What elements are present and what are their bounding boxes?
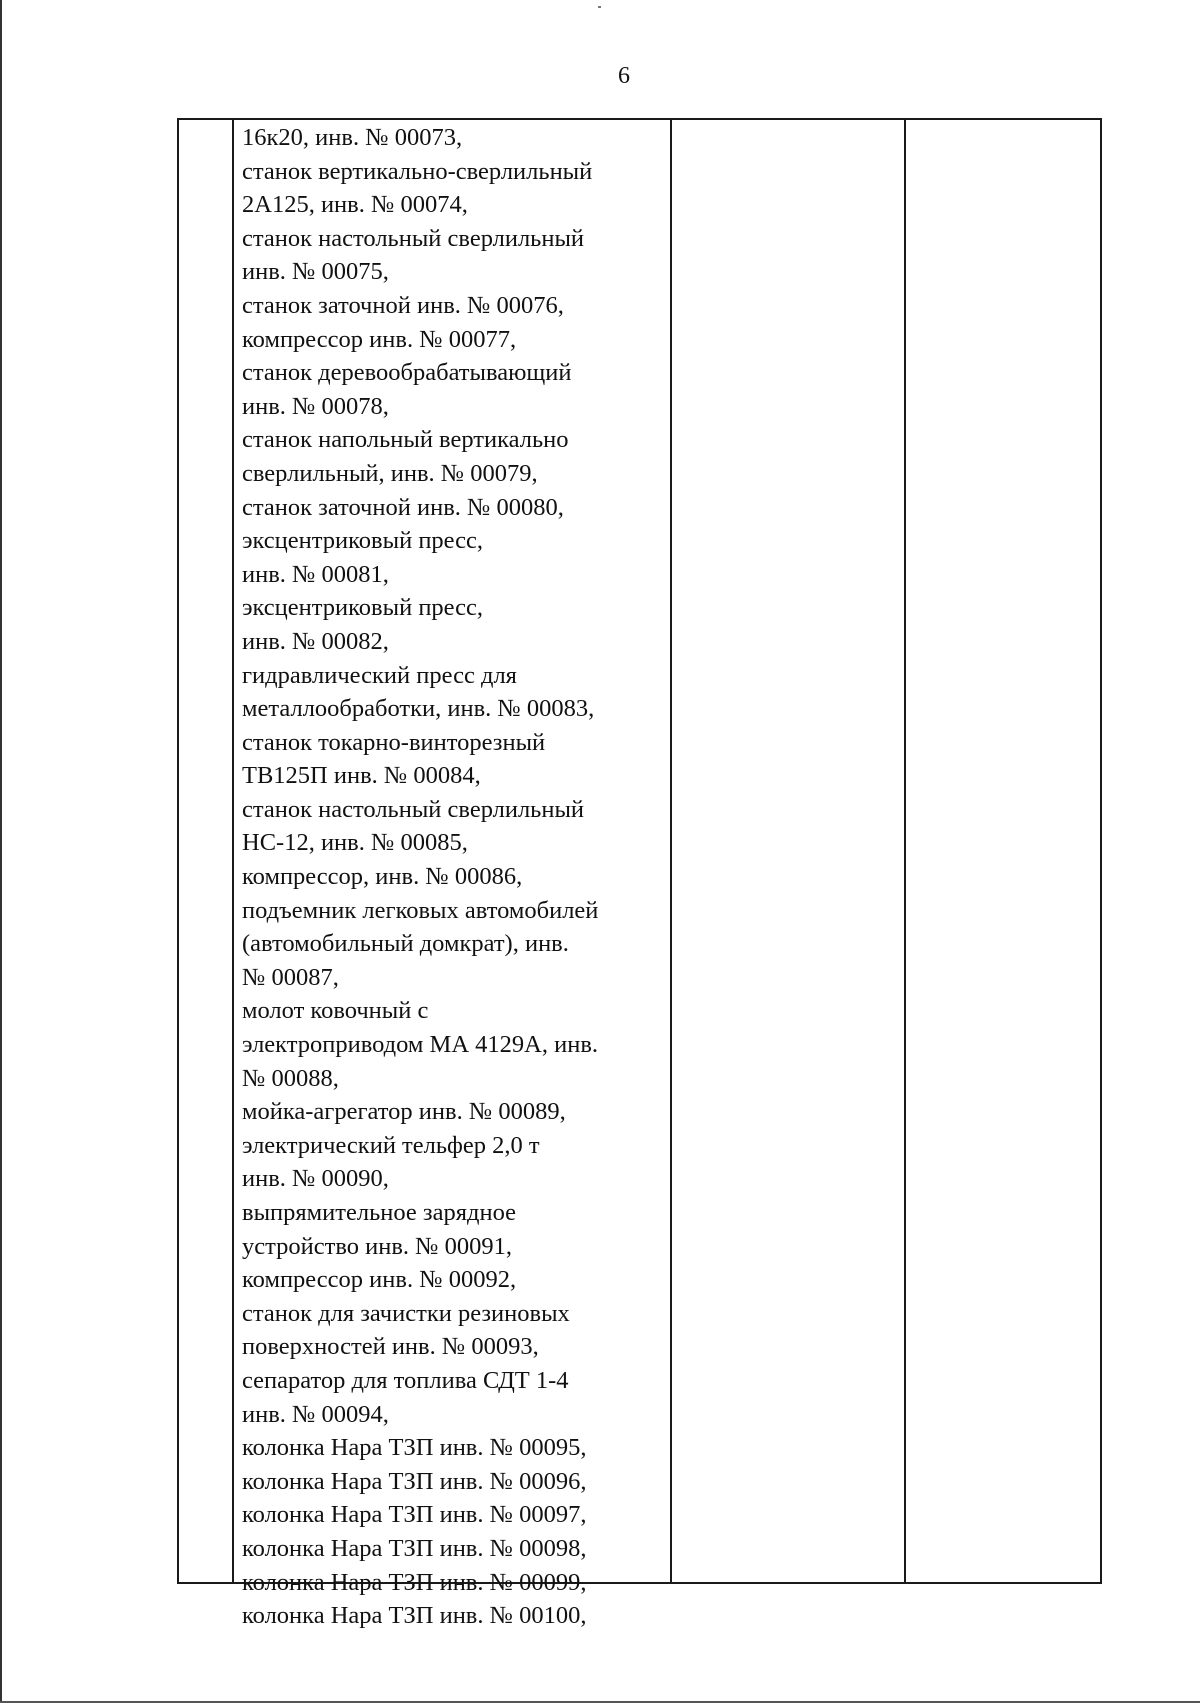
equipment-line: мойка-агрегатор инв. № 00089, [242, 1098, 566, 1126]
scan-left-edge [0, 0, 2, 1703]
equipment-line: молот ковочный с [242, 997, 429, 1025]
equipment-line: станок вертикально-сверлильный [242, 157, 593, 185]
equipment-line: колонка Нара ТЗП инв. № 00098, [242, 1534, 587, 1562]
equipment-line: станок деревообрабатывающий [242, 359, 572, 387]
equipment-line: станок заточной инв. № 00076, [242, 291, 564, 319]
equipment-line: № 00087, [242, 963, 339, 991]
equipment-line: инв. № 00081, [242, 560, 389, 588]
equipment-line: подъемник легковых автомобилей [242, 896, 599, 924]
equipment-line: колонка Нара ТЗП инв. № 00099, [242, 1568, 587, 1596]
equipment-line: выпрямительное зарядное [242, 1199, 516, 1226]
equipment-line: инв. № 00075, [242, 258, 389, 286]
equipment-line: № 00088, [242, 1064, 339, 1092]
equipment-line: инв. № 00090, [242, 1165, 389, 1193]
equipment-line: колонка Нара ТЗП инв. № 00095, [242, 1434, 587, 1462]
equipment-line: устройство инв. № 00091, [242, 1232, 513, 1260]
column-divider-1 [232, 120, 234, 1582]
equipment-line: инв. № 00078, [242, 392, 389, 420]
column-divider-2 [670, 120, 672, 1582]
equipment-line: станок настольный сверлильный [242, 795, 585, 823]
equipment-line: НС-12, инв. № 00085, [242, 829, 468, 857]
equipment-line: колонка Нара ТЗП инв. № 00097, [242, 1501, 587, 1529]
equipment-line: инв. № 00094, [242, 1400, 389, 1428]
inventory-table [177, 118, 1102, 1630]
scan-speck [598, 6, 601, 8]
equipment-line: металлообработки, инв. № 00083, [242, 695, 595, 723]
equipment-line: компрессор инв. № 00077, [242, 325, 517, 353]
column-divider-3 [904, 120, 906, 1582]
equipment-line: станок заточной инв. № 00080, [242, 493, 564, 521]
equipment-line: станок настольный сверлильный [242, 224, 585, 252]
equipment-line: (автомобильный домкрат), инв. [242, 930, 569, 958]
equipment-line: гидравлический пресс для [242, 661, 517, 689]
equipment-line: электроприводом МА 4129А, инв. [242, 1031, 599, 1059]
equipment-line: станок для зачистки резиновых [242, 1299, 570, 1327]
equipment-line: 16к20, инв. № 00073, [242, 124, 463, 151]
page-number: 6 [618, 63, 630, 89]
equipment-line: колонка Нара ТЗП инв. № 00100, [242, 1602, 587, 1630]
equipment-line: эксцентриковый пресс, [242, 527, 484, 555]
equipment-line: эксцентриковый пресс, [242, 594, 484, 622]
equipment-line: электрический тельфер 2,0 т [242, 1131, 540, 1159]
equipment-line: станок напольный вертикально [242, 426, 569, 454]
equipment-line: поверхностей инв. № 00093, [242, 1333, 539, 1361]
equipment-line: сверлильный, инв. № 00079, [242, 459, 538, 487]
equipment-line: станок токарно-винторезный [242, 728, 546, 756]
equipment-line: компрессор инв. № 00092, [242, 1266, 517, 1294]
equipment-list [242, 121, 667, 1633]
equipment-line: сепаратор для топлива СДТ 1-4 [242, 1366, 569, 1394]
equipment-line: колонка Нара ТЗП инв. № 00096, [242, 1467, 587, 1495]
equipment-line: инв. № 00082, [242, 627, 389, 655]
equipment-line: ТВ125П инв. № 00084, [242, 762, 481, 790]
equipment-line: 2А125, инв. № 00074, [242, 191, 468, 219]
equipment-line: компрессор, инв. № 00086, [242, 863, 523, 891]
